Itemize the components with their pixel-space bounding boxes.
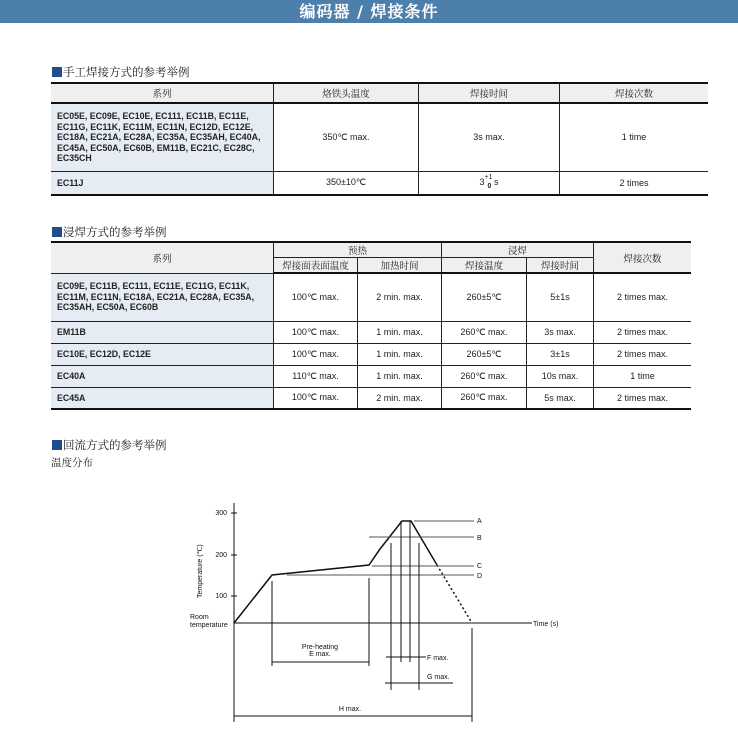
temp-cell: 350±10℃ [274,171,419,195]
reflow-title-text: 回流方式的参考举例 [63,438,167,452]
preheat-time-cell: 1 min. max. [358,321,442,343]
dip-temp-cell: 260±5℃ [442,343,527,365]
count-cell: 2 times max. [594,343,692,365]
dip-temp-cell: 260±5℃ [442,273,527,321]
header-solder-time: 焊接时间 [419,83,560,103]
count-cell: 2 times [560,171,709,195]
preheat-time-cell: 1 min. max. [358,343,442,365]
room-temp-label: Room [190,614,209,621]
preheat-temp-cell: 100℃ max. [274,387,358,409]
preheat-temp-cell: 100℃ max. [274,343,358,365]
header-preheat: 预热 [274,242,442,258]
series-cell: EC10E, EC12D, EC12E [51,343,274,365]
time-plus-tolerance: +1 [484,173,493,181]
header-series: 系列 [51,83,274,103]
manual-title-text: 手工焊接方式的参考举例 [63,65,190,79]
e-max-label: E max. [309,651,331,658]
header-solder-count: 焊接次数 [560,83,709,103]
header-preheat-time: 加热时间 [358,258,442,274]
y-tick-label: 200 [215,552,227,559]
dip-time-cell: 3±1s [527,343,594,365]
temperature-profile-line [234,521,437,623]
preheat-label: Pre-heating [301,644,339,651]
dip-time-cell: 3s max. [527,321,594,343]
header-preheat-temp: 焊接面表面温度 [274,258,358,274]
dip-time-cell: 10s max. [527,365,594,387]
dip-time-cell: 5s max. [527,387,594,409]
banner-title: 编码器 / 焊接条件 [299,2,439,21]
dip-temp-cell: 260℃ max. [442,387,527,409]
level-label-c: C [477,563,483,570]
y-tick-label: 100 [215,593,227,600]
temp-cell: 350℃ max. [274,103,419,171]
time-cell: 3s max. [419,103,560,171]
dip-temp-cell: 260℃ max. [442,365,527,387]
count-cell: 2 times max. [594,273,692,321]
series-cell: EC40A [51,365,274,387]
cooling-dashed-line [437,565,472,623]
preheat-time-cell: 2 min. max. [358,387,442,409]
g-max-label: G max. [427,674,450,681]
h-max-label: H max. [338,706,362,713]
preheat-temp-cell: 100℃ max. [274,321,358,343]
header-tip-temp: 烙铁头温度 [274,83,419,103]
series-cell: EC09E, EC11B, EC111, EC11E, EC11G, EC11K, EC11M, EC11N, EC18A, EC21A, EC28A, EC35A, EC35AH, EC50A, EC60B [51,273,274,321]
time-minus-tolerance: 0 [487,182,492,190]
preheat-temp-cell: 110℃ max. [274,365,358,387]
temperature-profile-subtitle: 温度分布 [51,457,93,469]
preheat-temp-cell: 100℃ max. [274,273,358,321]
time-base: 3 [479,176,485,187]
dip-title-text: 浸焊方式的参考举例 [63,225,167,239]
series-cell: EM11B [51,321,274,343]
time-unit: s [493,176,499,187]
series-cell: EC11J [51,171,274,195]
level-label-b: B [477,535,482,542]
dip-time-cell: 5±1s [527,273,594,321]
y-axis-label: Temperature (℃) [197,544,204,598]
y-tick-label: 300 [215,510,227,517]
count-cell: 1 time [560,103,709,171]
header-dip: 浸焊 [442,242,594,258]
count-cell: 1 time [594,365,692,387]
x-axis-label: Time (s) [533,621,559,628]
header-series: 系列 [51,242,274,273]
level-label-d: D [477,573,483,580]
series-cell: EC45A [51,387,274,409]
level-label-a: A [477,518,482,525]
header-count: 焊接次数 [594,242,692,273]
count-cell: 2 times max. [594,321,692,343]
dip-temp-cell: 260℃ max. [442,321,527,343]
f-max-label: F max. [427,655,449,662]
room-temp-label: temperature [190,622,228,629]
series-cell: EC05E, EC09E, EC10E, EC111, EC11B, EC11E, EC11G, EC11K, EC11M, EC11N, EC12D, EC12E, EC18A, EC21A, EC28A, EC35A, EC35AH, EC40A, EC45A, EC50A, EC60B, EM11B, EC21C, EC28C, EC35CH [51,103,274,171]
preheat-time-cell: 1 min. max. [358,365,442,387]
count-cell: 2 times max. [594,387,692,409]
header-dip-time: 焊接时间 [527,258,594,274]
preheat-time-cell: 2 min. max. [358,273,442,321]
header-dip-temp: 焊接温度 [442,258,527,274]
